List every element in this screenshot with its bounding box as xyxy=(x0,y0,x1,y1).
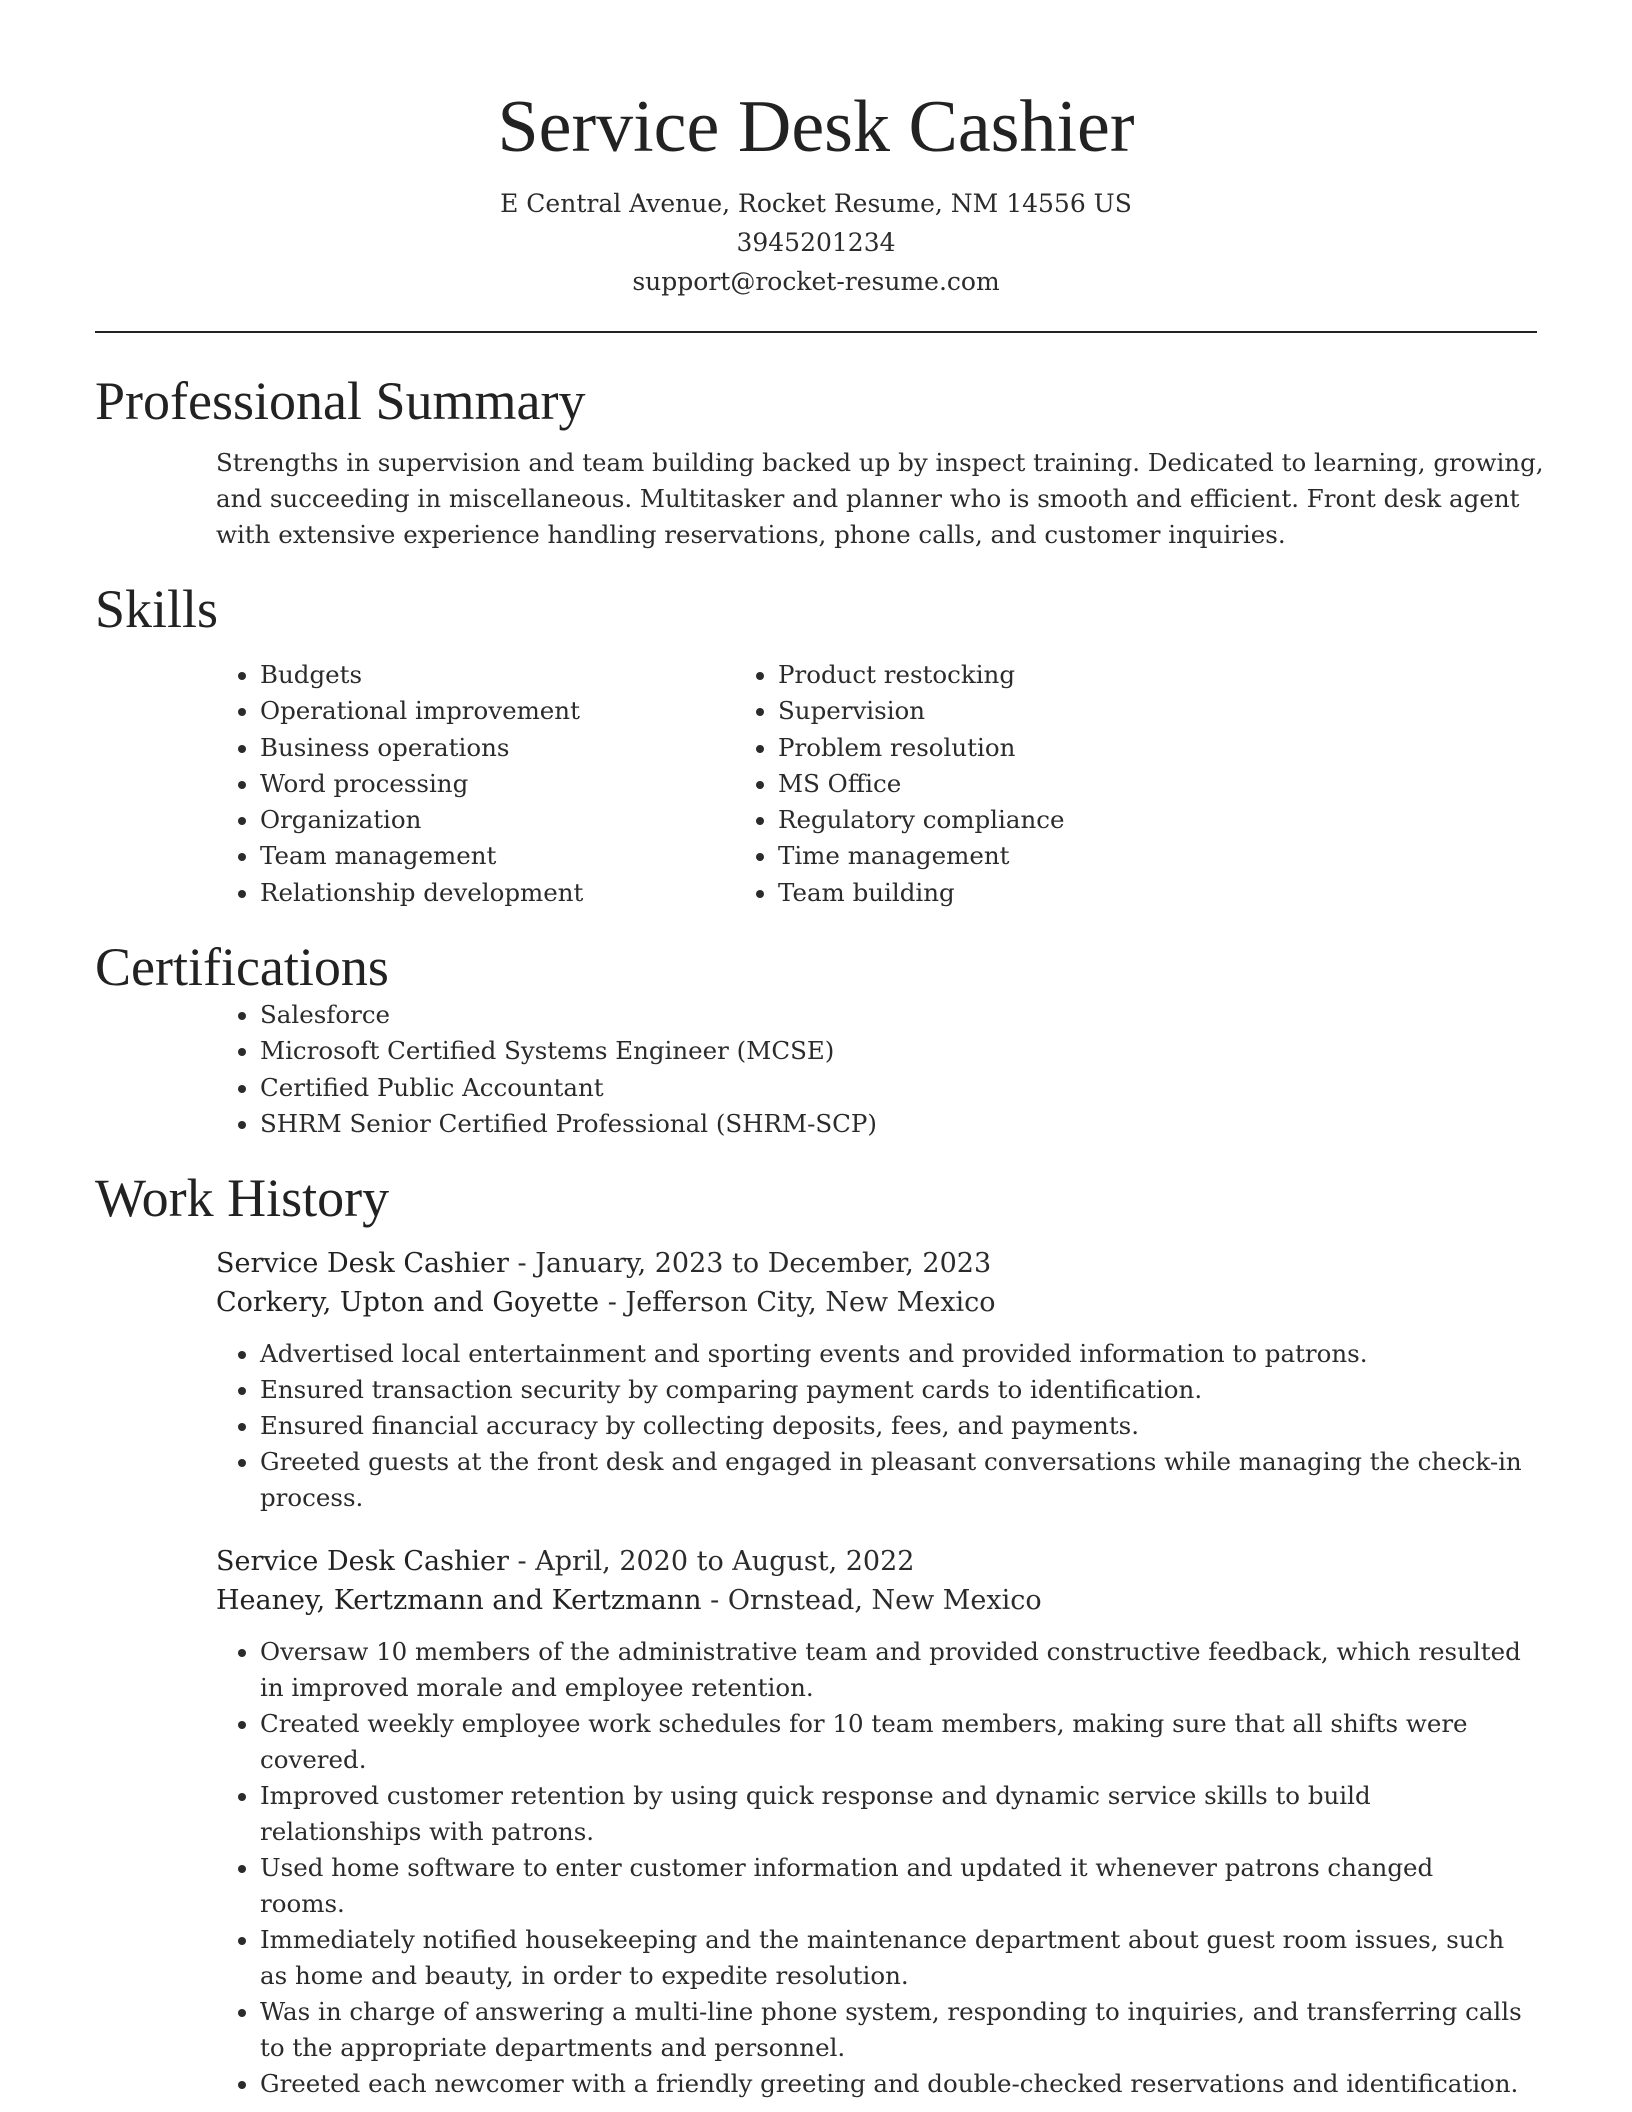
job-duty: • Improved customer retention by using quick response and dynamic service skills to build relationships with patrons. xyxy=(260,1778,1522,1850)
certification-item: • Certified Public Accountant xyxy=(260,1070,1537,1106)
job-role: Service Desk Cashier xyxy=(216,1248,509,1280)
certification-item: • Salesforce xyxy=(260,997,1537,1033)
job-duties-list xyxy=(216,1336,1522,1516)
skills-list-right xyxy=(745,657,1064,911)
job-duty: • Oversaw 10 members of the administrative team and provided constructive feedback, which resulted in improved morale and employee retention. xyxy=(260,1634,1522,1706)
certification-item: • Microsoft Certified Systems Engineer (MCSE) xyxy=(260,1033,1537,1069)
job-duty: • Was in charge of answering a multi-line phone system, responding to inquiries, and transferring calls to the appropriate departments and personnel. xyxy=(260,1994,1522,2066)
skill-item: • Operational improvement xyxy=(260,693,745,729)
job-company: Corkery, Upton and Goyette xyxy=(216,1287,600,1319)
skill-item: • Word processing xyxy=(260,766,745,802)
skills-columns xyxy=(95,657,1537,911)
job-company-line: Corkery, Upton and Goyette - Jefferson City, New Mexico xyxy=(216,1287,996,1319)
skill-item: • Team building xyxy=(778,875,1064,911)
candidate-name: Service Desk Cashier xyxy=(497,86,1135,168)
section-title-work-history: Work History xyxy=(95,1168,390,1229)
job-duty: • Greeted guests at the front desk and engaged in pleasant conversations while managing the check-in process. xyxy=(260,1444,1522,1516)
skill-item: • Budgets xyxy=(260,657,745,693)
job-dates: January, 2023 to December, 2023 xyxy=(535,1248,992,1280)
skill-item: • Time management xyxy=(778,838,1064,874)
skill-item: • Product restocking xyxy=(778,657,1064,693)
email: support@rocket-resume.com xyxy=(632,267,1000,296)
certification-item: • SHRM Senior Certified Professional (SHRM-SCP) xyxy=(260,1106,1537,1142)
address: E Central Avenue, Rocket Resume, NM 14556 US xyxy=(500,189,1132,218)
work-history-section xyxy=(95,1168,1537,2102)
job-title-line: Service Desk Cashier - April, 2020 to August, 2022 xyxy=(216,1546,915,1578)
job-duty: • Created weekly employee work schedules for 10 team members, making sure that all shifts were covered. xyxy=(260,1706,1522,1778)
skill-item: • MS Office xyxy=(778,766,1064,802)
job-duties-list xyxy=(216,1634,1522,2102)
job-title-line: Service Desk Cashier - January, 2023 to December, 2023 xyxy=(216,1248,992,1280)
section-title-summary: Professional Summary xyxy=(95,371,586,431)
job-role: Service Desk Cashier xyxy=(216,1546,509,1578)
skill-item: • Team management xyxy=(260,838,745,874)
skill-item: • Supervision xyxy=(778,693,1064,729)
summary-text: Strengths in supervision and team building backed up by inspect training. Dedicated to learning, growing, and succeeding in miscellaneous. Multitasker and planner who is smooth and efficient. Front desk agent with extensive experience handling reservations, phone calls, and customer inquiries. xyxy=(216,448,1544,549)
job-duty: • Ensured transaction security by comparing payment cards to identification. xyxy=(260,1372,1522,1408)
resume-header xyxy=(95,0,1537,301)
skill-item: • Relationship development xyxy=(260,875,745,911)
job-company-line: Heaney, Kertzmann and Kertzmann - Ornstead, New Mexico xyxy=(216,1585,1042,1617)
resume-page xyxy=(95,0,1544,2102)
skills-column-right xyxy=(745,657,1064,911)
skills-column-left xyxy=(95,657,745,911)
job-entry xyxy=(216,1244,1566,1516)
job-duty: • Ensured financial accuracy by collecting deposits, fees, and payments. xyxy=(260,1408,1522,1444)
skills-list-left xyxy=(95,657,745,911)
section-title-skills: Skills xyxy=(95,579,219,639)
certifications-list xyxy=(95,997,1537,1142)
phone: 3945201234 xyxy=(736,228,896,257)
skill-item: • Business operations xyxy=(260,730,745,766)
summary-section xyxy=(95,371,1544,553)
job-location: Ornstead, New Mexico xyxy=(727,1585,1042,1617)
job-location: Jefferson City, New Mexico xyxy=(625,1287,996,1319)
job-duty: • Used home software to enter customer information and updated it whenever patrons changed rooms. xyxy=(260,1850,1522,1922)
job-entry xyxy=(216,1542,1566,2102)
header-divider xyxy=(95,331,1537,333)
certifications-section xyxy=(95,937,1537,1142)
skill-item: • Regulatory compliance xyxy=(778,802,1064,838)
skill-item: • Problem resolution xyxy=(778,730,1064,766)
job-duty: • Immediately notified housekeeping and the maintenance department about guest room issues, such as home and beauty, in order to expedite resolution. xyxy=(260,1922,1522,1994)
section-title-certifications: Certifications xyxy=(95,937,389,998)
job-dates: April, 2020 to August, 2022 xyxy=(535,1546,915,1578)
contact-block xyxy=(95,184,1537,301)
job-company: Heaney, Kertzmann and Kertzmann xyxy=(216,1585,702,1617)
skill-item: • Organization xyxy=(260,802,745,838)
skills-section xyxy=(95,579,1537,911)
job-duty: • Advertised local entertainment and sporting events and provided information to patrons. xyxy=(260,1336,1522,1372)
job-duty: • Greeted each newcomer with a friendly greeting and double-checked reservations and identification. xyxy=(260,2066,1522,2102)
